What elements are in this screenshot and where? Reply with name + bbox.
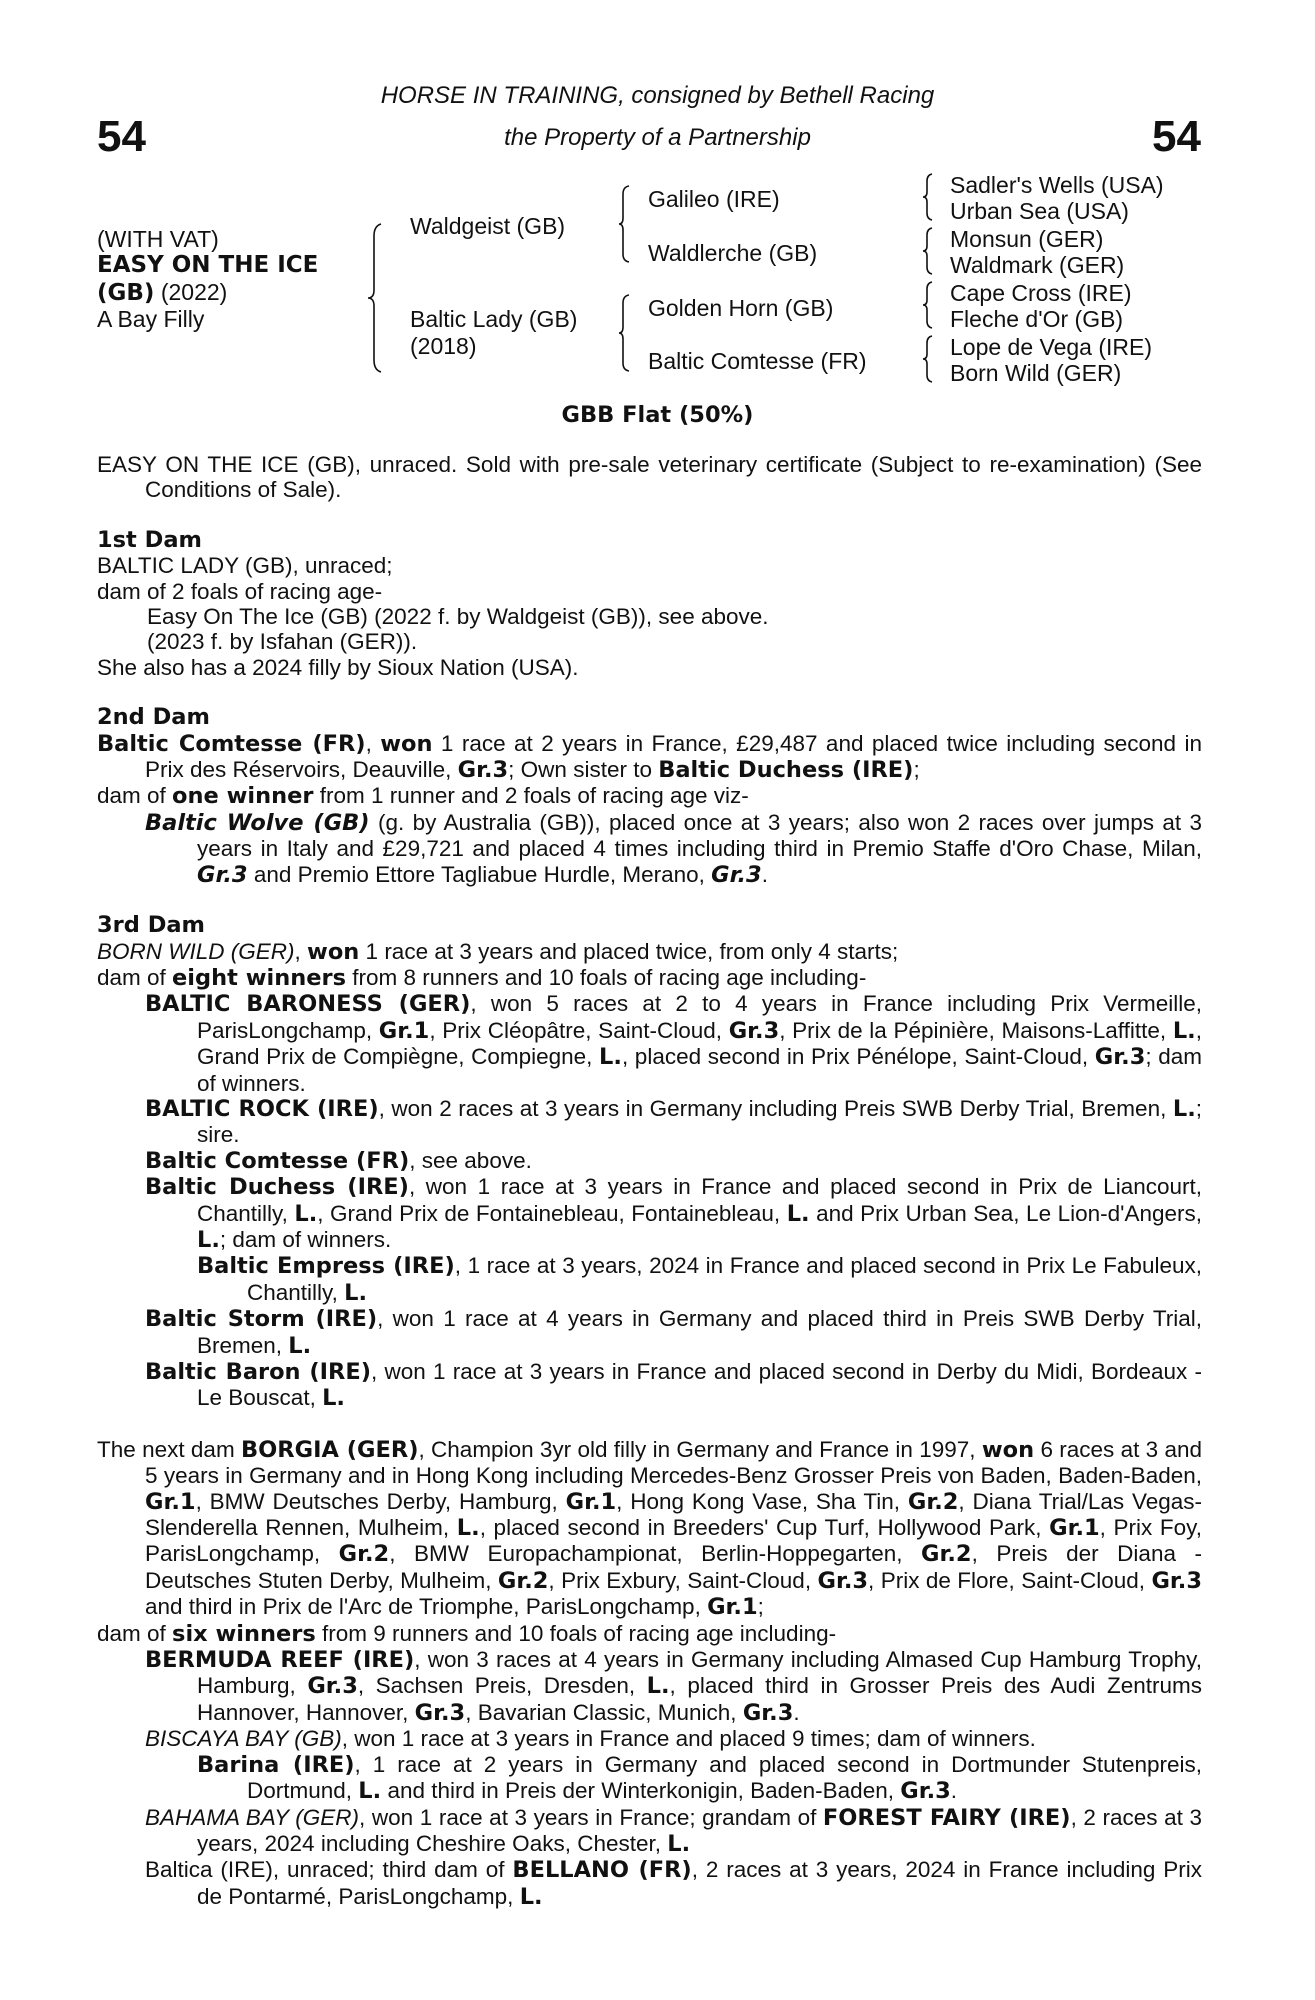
third-dam-foal-baltic-comtesse: Baltic Comtesse (FR), see above. xyxy=(145,1147,532,1174)
pedigree-sire-dam: Waldlerche (GB) xyxy=(648,240,818,266)
second-dam-produce-line: dam of one winner from 1 runner and 2 foals of racing age viz- xyxy=(97,783,749,810)
pedigree-brace-waldlerche xyxy=(921,226,935,276)
second-dam-heading: 2nd Dam xyxy=(97,704,210,731)
third-dam-foal-baltic-rock: BALTIC ROCK (IRE), won 2 races at 3 years in Germany including Preis SWB Derby Trial, Bremen, L.; sire. xyxy=(145,1095,1203,1148)
next-dam-foal-bahama-bay: BAHAMA BAY (GER), won 1 race at 3 years in France; grandam of FOREST FAIRY (IRE), 2 races at 3 years, 2024 including Cheshire Oaks, Chester, L. xyxy=(145,1804,1202,1857)
pedigree-gen4-1: Sadler's Wells (USA) xyxy=(950,172,1164,198)
third-dam-grandfoal-baltic-empress: Baltic Empress (IRE), 1 race at 3 years, 2024 in France and placed second in Prix Le Fabuleux, Chantilly, L. xyxy=(197,1253,1202,1306)
next-dam-foal-baltica: Baltica (IRE), unraced; third dam of BELLANO (FR), 2 races at 3 years, 2024 in France including Prix de Pontarmé, ParisLongchamp, L. xyxy=(145,1857,1202,1910)
third-dam-produce-line: dam of eight winners from 8 runners and 10 foals of racing age including- xyxy=(97,964,867,991)
pedigree-dam: Baltic Lady (GB) xyxy=(410,306,578,332)
pedigree-gen4-4: Waldmark (GER) xyxy=(950,252,1125,278)
pedigree-brace-dam xyxy=(617,293,633,373)
first-dam-foal-2: (2023 f. by Isfahan (GER)). xyxy=(147,629,418,655)
pedigree-sire: Waldgeist (GB) xyxy=(410,213,566,239)
pedigree-gen4-5: Cape Cross (IRE) xyxy=(950,280,1132,306)
intro-paragraph: EASY ON THE ICE (GB), unraced. Sold with pre-sale veterinary certificate (Subject to re-examination) (See Conditions of Sale). xyxy=(97,452,1202,503)
pedigree-brace-sire xyxy=(617,184,633,264)
property-header: the Property of a Partnership xyxy=(504,124,811,151)
pedigree-dam-dam: Baltic Comtesse (FR) xyxy=(648,348,867,374)
pedigree-brace-galileo xyxy=(921,172,935,222)
next-dam-produce-line: dam of six winners from 9 runners and 10 foals of racing age including- xyxy=(97,1620,837,1647)
first-dam-note: She also has a 2024 filly by Sioux Nation (USA). xyxy=(97,654,579,680)
rating-label: GBB Flat (50%) xyxy=(561,402,754,428)
third-dam-foal-baltic-baroness: BALTIC BARONESS (GER), won 5 races at 2 to 4 years in France including Prix Vermeille, ParisLongchamp, Gr.1, Prix Cléopâtre, Saint-Cloud, Gr.3, Prix de la Pépinière, Maisons-Laffitte, L., Grand Prix de Compiègne, Compiegne, L., placed second in Prix Pénélope, Saint-Cloud, Gr.3; dam of winners. xyxy=(145,991,1202,1096)
pedigree-brace-baltic-comtesse xyxy=(921,334,935,384)
third-dam-heading: 3rd Dam xyxy=(97,912,205,939)
third-dam-foal-baltic-baron: Baltic Baron (IRE), won 1 race at 3 years in France and placed second in Derby du Midi, Bordeaux - Le Bouscat, L. xyxy=(145,1359,1202,1412)
first-dam-heading: 1st Dam xyxy=(97,526,202,553)
horse-description: A Bay Filly xyxy=(97,306,205,332)
next-dam-foal-biscaya-bay: BISCAYA BAY (GB), won 1 race at 3 years in France and placed 9 times; dam of winners. xyxy=(145,1726,1036,1752)
pedigree-sire-sire: Galileo (IRE) xyxy=(648,186,780,212)
lot-number-right: 54 xyxy=(1152,112,1201,161)
catalogue-body xyxy=(97,452,1202,1910)
pedigree-gen4-8: Born Wild (GER) xyxy=(950,360,1122,386)
third-dam-foal-baltic-storm: Baltic Storm (IRE), won 1 race at 4 years in Germany and placed third in Preis SWB Derby Trial, Bremen, L. xyxy=(145,1306,1202,1359)
vat-label: (WITH VAT) xyxy=(97,226,219,252)
third-dam-foal-baltic-duchess: Baltic Duchess (IRE), won 1 race at 3 years in France and placed second in Prix de Liancourt, Chantilly, L., Grand Prix de Fontainebleau, Fontainebleau, L. and Prix Urban Sea, Le Lion-d'Angers, L.; dam of winners. xyxy=(145,1174,1202,1253)
pedigree-gen4-6: Fleche d'Or (GB) xyxy=(950,306,1124,332)
horse-country-year: (GB) (2022) xyxy=(97,279,228,306)
second-dam-record: Baltic Comtesse (FR), won 1 race at 2 years in France, £29,487 and placed twice including second in Prix des Réservoirs, Deauville, Gr.3; Own sister to Baltic Duchess (IRE); xyxy=(97,730,1202,784)
first-dam-line: BALTIC LADY (GB), unraced; xyxy=(97,553,393,579)
first-dam-foals-line: dam of 2 foals of racing age- xyxy=(97,578,383,604)
pedigree-gen4-2: Urban Sea (USA) xyxy=(950,198,1129,224)
first-dam-foal-1: Easy On The Ice (GB) (2022 f. by Waldgeist (GB)), see above. xyxy=(147,604,769,630)
pedigree-gen4-7: Lope de Vega (IRE) xyxy=(950,334,1153,360)
pedigree-brace-gen1 xyxy=(366,222,386,374)
next-dam-record: The next dam BORGIA (GER), Champion 3yr old filly in Germany and France in 1997, won 6 races at 3 and 5 years in Germany and in Hong Kong including Mercedes-Benz Grosser Preis von Baden, Baden-Baden, Gr.1, BMW Deutsches Derby, Hamburg, Gr.1, Hong Kong Vase, Sha Tin, Gr.2, Diana Trial/Las Vegas-Slenderella Rennen, Mulheim, L., placed second in Breeders' Cup Turf, Hollywood Park, Gr.1, Prix Foy, ParisLongchamp, Gr.2, BMW Europachampionat, Berlin-Hoppegarten, Gr.2, Preis der Diana - Deutsches Stuten Derby, Mulheim, Gr.2, Prix Exbury, Saint-Cloud, Gr.3, Prix de Flore, Saint-Cloud, Gr.3 and third in Prix de l'Arc de Triomphe, ParisLongchamp, Gr.1; xyxy=(97,1436,1203,1621)
consignment-header: HORSE IN TRAINING, consigned by Bethell Racing xyxy=(380,82,935,109)
next-dam-grandfoal-barina: Barina (IRE), 1 race at 2 years in Germany and placed second in Dortmunder Stutenpreis, Dortmund, L. and third in Preis der Winterkonigin, Baden-Baden, Gr.3. xyxy=(197,1751,1202,1805)
next-dam-foal-bermuda-reef: BERMUDA REEF (IRE), won 3 races at 4 years in Germany including Almased Cup Hamburg Trophy, Hamburg, Gr.3, Sachsen Preis, Dresden, L., placed third in Grosser Preis des Audi Zentrums Hannover, Hannover, Gr.3, Bavarian Classic, Munich, Gr.3. xyxy=(145,1647,1202,1726)
pedigree-gen4-3: Monsun (GER) xyxy=(950,226,1104,252)
pedigree-brace-golden-horn xyxy=(921,280,935,330)
pedigree-dam-sire: Golden Horn (GB) xyxy=(648,295,834,321)
third-dam-record: BORN WILD (GER), won 1 race at 3 years and placed twice, from only 4 starts; xyxy=(97,938,899,965)
second-dam-foal-baltic-wolve: Baltic Wolve (GB) (g. by Australia (GB)), placed once at 3 years; also won 2 races over jumps at 3 years in Italy and £29,721 and placed 4 times including third in Premio Staffe d'Oro Chase, Milan, Gr.3 and Premio Ettore Tagliabue Hurdle, Merano, Gr.3. xyxy=(145,809,1203,888)
lot-number-left: 54 xyxy=(97,112,146,161)
pedigree-dam-year: (2018) xyxy=(410,333,477,359)
horse-name: EASY ON THE ICE xyxy=(97,252,319,278)
